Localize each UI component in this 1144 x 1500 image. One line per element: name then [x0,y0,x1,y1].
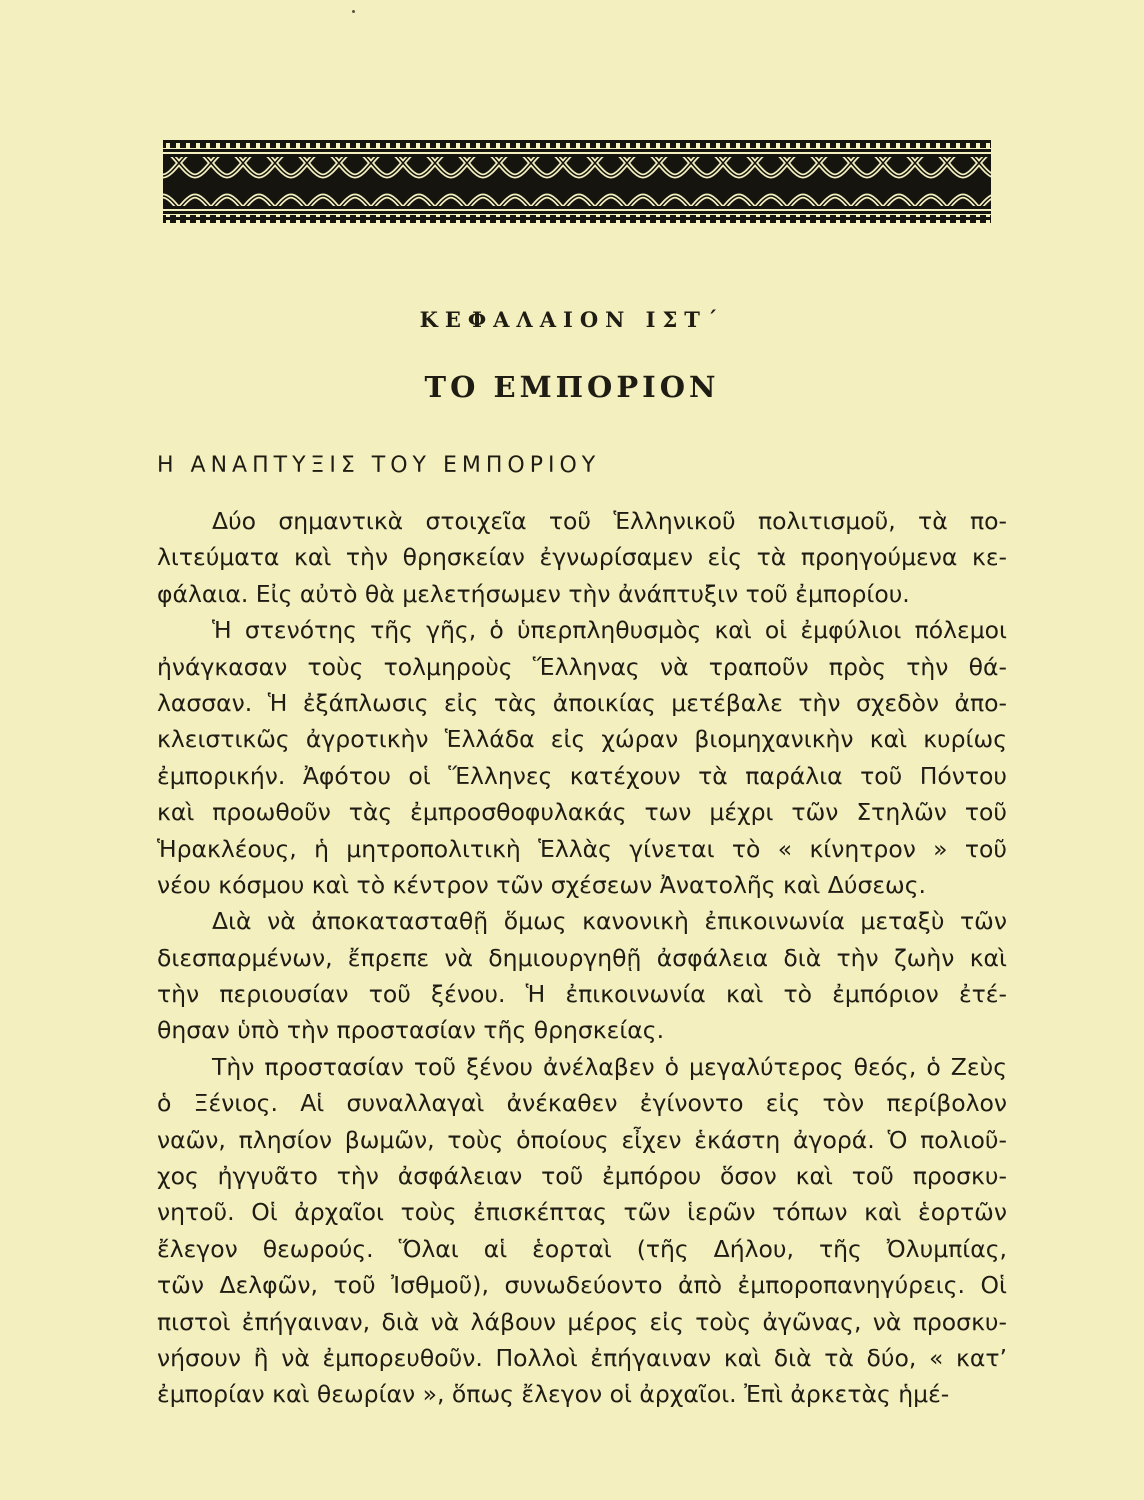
speck-mark [352,10,355,13]
text-line: κλειστικῶς ἀγροτικὴν Ἑλλάδα εἰς χώραν βιομηχανικὴν καὶ κυρίως [157,725,1007,754]
text-line: φάλαια. Εἰς αὐτὸ θὰ μελετήσωμεν τὴν ἀνάπτυξιν τοῦ ἐμπορίου. [157,579,910,608]
text-line: θησαν ὑπὸ τὴν προστασίαν τῆς θρησκείας. [157,1016,665,1045]
text-line: τῶν Δελφῶν, τοῦ Ἰσθμοῦ), συνωδεύοντο ἀπὸ ἐμποροπανηγύρεις. Οἱ [157,1271,1007,1300]
section-heading: Η ΑΝΑΠΤΥΞΙΣ ΤΟΥ ΕΜΠΟΡΙΟΥ [157,453,601,478]
chapter-number: ΚΕΦΑΛΑΙΟΝ ΙΣΤ΄ [419,307,725,332]
text-line: νήσουν ἢ νὰ ἐμπορευθοῦν. Πολλοὶ ἐπήγαιναν καὶ διὰ τὰ δύο, « κατ’ [157,1343,1007,1372]
text-line: ἐμπορίαν καὶ θεωρίαν », ὅπως ἔλεγον οἱ ἀρχαῖοι. Ἐπὶ ἀρκετὰς ἡμέ- [157,1380,950,1409]
text-line: λασσαν. Ἡ ἐξάπλωσις εἰς τὰς ἀποικίας μετέβαλε τὴν σχεδὸν ἀπο- [157,688,1007,717]
text-line: ἠνάγκασαν τοὺς τολμηροὺς Ἕλληνας νὰ τραποῦν πρὸς τὴν θά- [157,652,1007,681]
text-line: καὶ προωθοῦν τὰς ἐμπροσθοφυλακάς των μέχρι τῶν Στηλῶν τοῦ [157,798,1007,827]
greek-braid-ornament-icon [163,140,991,223]
text-line: νέου κόσμου καὶ τὸ κέντρον τῶν σχέσεων Ἀνατολῆς καὶ Δύσεως. [157,870,926,899]
text-line: ναῶν, πλησίον βωμῶν, τοὺς ὁποίους εἶχεν ἑκάστη ἀγορά. Ὁ πολιοῦ- [157,1125,1007,1154]
text-line: Δύο σημαντικὰ στοιχεῖα τοῦ Ἑλληνικοῦ πολιτισμοῦ, τὰ πο- [212,507,1007,535]
text-line: ἔλεγον θεωρούς. Ὅλαι αἱ ἑορταὶ (τῆς Δήλου, τῆς Ὀλυμπίας, [157,1234,1007,1263]
text-line: Ἡρακλέους, ἡ μητροπολιτικὴ Ἑλλὰς γίνεται τὸ « κίνητρον » τοῦ [157,834,1007,863]
text-line: νητοῦ. Οἱ ἀρχαῖοι τοὺς ἐπισκέπτας τῶν ἱερῶν τόπων καὶ ἑορτῶν [157,1198,1007,1227]
text-line: πιστοὶ ἐπήγαιναν, διὰ νὰ λάβουν μέρος εἰς τοὺς ἀγῶνας, νὰ προσκυ- [157,1307,1007,1336]
text-line: τὴν περιουσίαν τοῦ ξένου. Ἡ ἐπικοινωνία καὶ τὸ ἐμπόριον ἐτέ- [157,980,1007,1009]
text-line: ἐμπορικήν. Ἀφότου οἱ Ἕλληνες κατέχουν τὰ παράλια τοῦ Πόντου [157,761,1007,790]
text-line: ὁ Ξένιος. Αἱ συναλλαγαὶ ἀνέκαθεν ἐγίνοντο εἰς τὸν περίβολον [157,1089,1007,1118]
text-line: διεσπαρμένων, ἔπρεπε νὰ δημιουργηθῇ ἀσφάλεια διὰ τὴν ζωὴν καὶ [157,943,1007,972]
body-text [157,503,1007,1413]
text-line: χος ἠγγυᾶτο τὴν ἀσφάλειαν τοῦ ἐμπόρου ὅσον καὶ τοῦ προσκυ- [157,1162,1007,1191]
text-line: λιτεύματα καὶ τὴν θρησκείαν ἐγνωρίσαμεν εἰς τὰ προηγούμενα κε- [157,543,1007,572]
text-line: Ἡ στενότης τῆς γῆς, ὁ ὑπερπληθυσμὸς καὶ οἱ ἐμφύλιοι πόλεμοι [212,616,1007,645]
text-line: Διὰ νὰ ἀποκατασταθῇ ὅμως κανονικὴ ἐπικοινωνία μεταξὺ τῶν [212,907,1007,936]
chapter-title: ΤΟ ΕΜΠΟΡΙΟΝ [424,370,720,404]
text-line: Τὴν προστασίαν τοῦ ξένου ἀνέλαβεν ὁ μεγαλύτερος θεός, ὁ Ζεὺς [212,1052,1007,1081]
